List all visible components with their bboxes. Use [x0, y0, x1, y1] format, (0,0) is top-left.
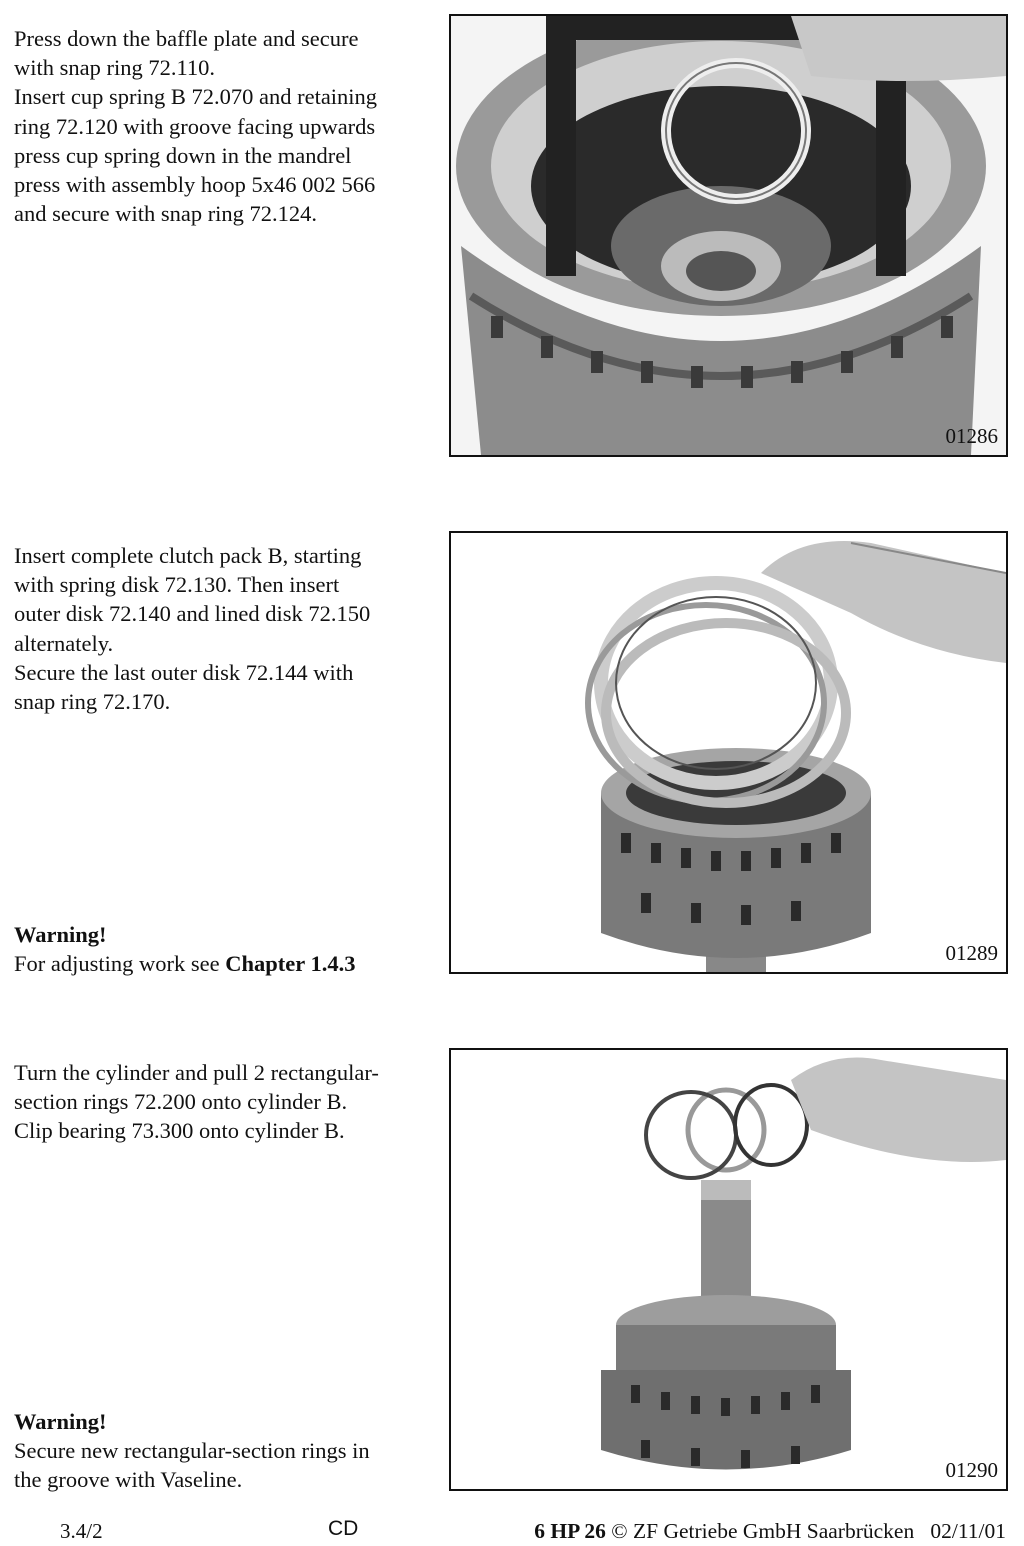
- figure-number: 01286: [945, 424, 998, 448]
- footer-credit: [534, 1519, 1006, 1544]
- instruction-line: Clip bearing 73.300 onto cylinder B.: [14, 1118, 345, 1144]
- instruction-line: Turn the cylinder and pull 2 rectangular-: [14, 1060, 379, 1085]
- instruction-line: press with assembly hoop 5x46 002 566: [14, 172, 376, 198]
- chapter-reference: Chapter 1.4.3: [225, 951, 356, 977]
- document-code: CD: [328, 1517, 359, 1540]
- warning-title: Warning!: [14, 1409, 107, 1434]
- instruction-line: Insert cup spring B 72.070 and retaining: [14, 84, 378, 110]
- instruction-line: outer disk 72.140 and lined disk 72.150: [14, 601, 371, 627]
- instruction-line: Insert complete clutch pack B, starting: [14, 543, 362, 568]
- clutch-pack-photo: [451, 533, 1006, 972]
- warning-title: Warning!: [14, 922, 107, 947]
- instruction-line: press cup spring down in the mandrel: [14, 142, 352, 168]
- warning-text-prefix: For adjusting work see: [14, 951, 226, 977]
- footer-date: 02/11/01: [930, 1519, 1006, 1543]
- instruction-line: section rings 72.200 onto cylinder B.: [14, 1089, 348, 1115]
- instruction-text-1: [14, 24, 434, 228]
- instruction-text-3: [14, 1058, 434, 1146]
- figure-number: 01289: [945, 941, 998, 965]
- figure-number: 01290: [945, 1458, 998, 1482]
- model-name: 6 HP 26: [534, 1519, 606, 1543]
- page-number: 3.4/2: [60, 1519, 103, 1543]
- instruction-line: alternately.: [14, 630, 114, 656]
- warning-2: [14, 920, 434, 978]
- copyright: © ZF Getriebe GmbH Saarbrücken: [605, 1519, 915, 1543]
- instruction-line: snap ring 72.170.: [14, 689, 171, 715]
- instruction-line: and secure with snap ring 72.124.: [14, 201, 318, 227]
- warning-text: [14, 949, 434, 978]
- instruction-line: with spring disk 72.130. Then insert: [14, 572, 340, 598]
- figure-01289: [449, 531, 1008, 974]
- instruction-line: with snap ring 72.110.: [14, 55, 216, 81]
- clutch-cylinder-photo: [451, 16, 1006, 455]
- warning-line: the groove with Vaseline.: [14, 1467, 243, 1493]
- figure-01290: [449, 1048, 1008, 1491]
- warning-line: Secure new rectangular-section rings in: [14, 1438, 370, 1464]
- warning-3: [14, 1407, 434, 1495]
- instruction-text-2: [14, 541, 434, 716]
- instruction-line: Press down the baffle plate and secure: [14, 26, 359, 51]
- cylinder-rings-photo: [451, 1050, 1006, 1489]
- instruction-line: ring 72.120 with groove facing upwards: [14, 113, 376, 139]
- instruction-line: Secure the last outer disk 72.144 with: [14, 659, 354, 685]
- figure-01286: [449, 14, 1008, 457]
